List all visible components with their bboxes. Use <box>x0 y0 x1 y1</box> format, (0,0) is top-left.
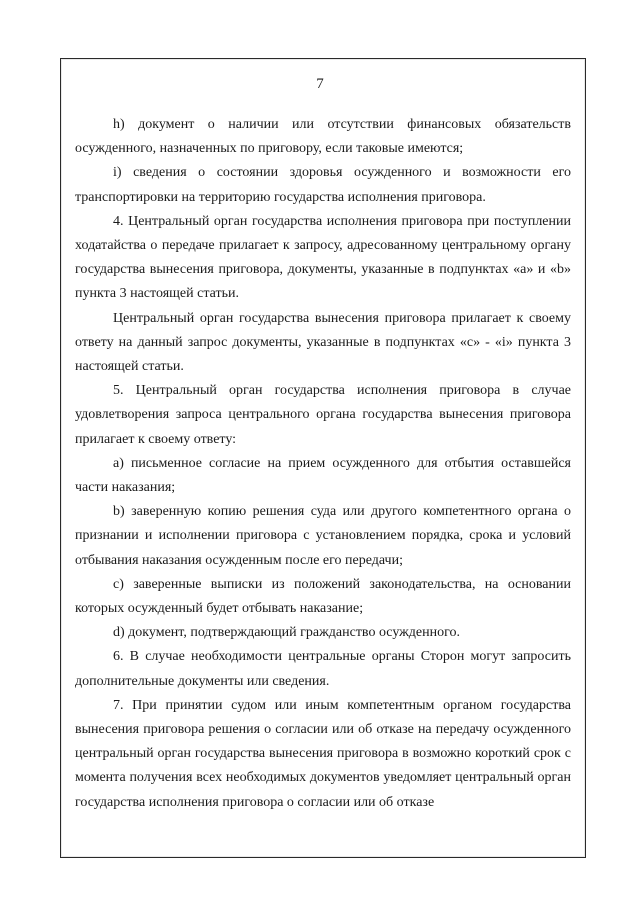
paragraph-h: h) документ о наличии или отсутствии финансовых обязательств осужденного, назначенных по приговору, если таковые имеются; <box>75 117 571 157</box>
paragraph-5d: d) документ, подтверждающий гражданство осужденного. <box>113 625 461 641</box>
paragraph-4: 4. Центральный орган государства исполнения приговора при поступлении ходатайства о передаче прилагает к запросу, адресованному центральному органу государства вынесения приговора, документы, указанные в подпунктах «а» и «b» пункта 3 настоящей статьи. <box>75 213 571 302</box>
page-number: 7 <box>316 76 324 92</box>
paragraph-6: 6. В случае необходимости центральные органы Сторон могут запросить дополнительные документы или сведения. <box>75 649 571 689</box>
paragraph-4-continued: Центральный орган государства вынесения приговора прилагает к своему ответу на данный запрос документы, указанные в подпунктах «с» - «i» пункта 3 настоящей статьи. <box>75 310 571 375</box>
document-body <box>75 113 571 815</box>
paragraph-5b: b) заверенную копию решения суда или другого компетентного органа о признании и исполнении приговора с установлением порядка, срока и условий отбывания наказания осужденным после его передачи; <box>75 504 571 568</box>
paragraph-7: 7. При принятии судом или иным компетентным органом государства вынесения приговора решения о согласии или об отказе на передачу осужденного центральный орган государства вынесения приговора в возможно короткий срок с момента получения всех необходимых документов уведомляет центральный орган государства исполнения приговора о согласии или об отказе <box>75 697 571 810</box>
paragraph-5a: а) письменное согласие на прием осужденного для отбытия оставшейся части наказания; <box>75 455 571 496</box>
paragraph-5c: с) заверенные выписки из положений законодательства, на основании которых осужденный будет отбывать наказание; <box>75 576 571 617</box>
paragraph-i: i) сведения о состоянии здоровья осужденного и возможности его транспортировки на территорию государства исполнения приговора. <box>75 165 571 205</box>
paragraph-5: 5. Центральный орган государства исполнения приговора в случае удовлетворения запроса центрального органа государства вынесения приговора прилагает к своему ответу: <box>75 383 571 447</box>
